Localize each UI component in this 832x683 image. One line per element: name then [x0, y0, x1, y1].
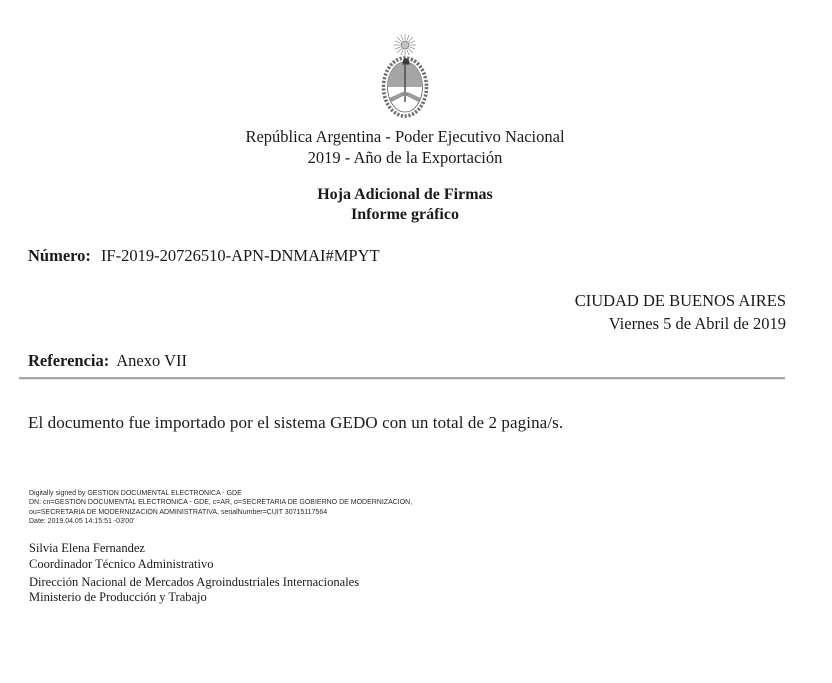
- document-title: [0, 185, 810, 225]
- place-date-block: [575, 289, 786, 335]
- reference-line: [28, 351, 187, 371]
- republic-line: República Argentina - Poder Ejecutivo Nacional: [245, 127, 565, 146]
- number-label: Número:: [28, 246, 91, 265]
- date-line: Viernes 5 de Abril de 2019: [608, 314, 786, 333]
- signer-title: Coordinador Técnico Administrativo: [29, 556, 214, 571]
- signer-name: Silvia Elena Fernandez: [29, 541, 145, 555]
- reference-value: Anexo VII: [116, 351, 187, 370]
- signature-line-3: ou=SECRETARIA DE MODERNIZACION ADMINISTRATIVA, serialNumber=CUIT 30715117564: [29, 508, 328, 516]
- signature-line-4: Date: 2019.04.05 14:15:51 -03'00': [29, 517, 135, 525]
- signer-office: Dirección Nacional de Mercados Agroindustriales Internacionales: [29, 574, 360, 589]
- sun-disc: [401, 41, 409, 49]
- title-line-2: Informe gráfico: [351, 206, 459, 223]
- argentina-coat-of-arms-icon: [380, 32, 430, 120]
- pike: [404, 65, 405, 102]
- document-header: [0, 126, 810, 168]
- title-line-1: Hoja Adicional de Firmas: [317, 186, 493, 203]
- signature-line-2: DN: cn=GESTION DOCUMENTAL ELECTRONICA - GDE, c=AR, o=SECRETARIA DE GOBIERNO DE MODERNIZACION,: [29, 499, 413, 507]
- digital-signature-block: [29, 489, 412, 526]
- signer-ministry: Ministerio de Producción y Trabajo: [29, 590, 207, 604]
- year-line: 2019 - Año de la Exportación: [307, 148, 503, 167]
- signature-line-1: Digitally signed by GESTION DOCUMENTAL ELECTRONICA - GDE: [29, 490, 242, 497]
- reference-label: Referencia:: [28, 351, 110, 370]
- divider-rule: [19, 377, 785, 380]
- body-text: El documento fue importado por el sistema GEDO con un total de 2 pagina/s.: [28, 413, 564, 432]
- clasped-hands: [402, 92, 408, 97]
- number-line: [28, 246, 380, 266]
- city-line: CIUDAD DE BUENOS AIRES: [574, 291, 786, 310]
- signer-block: [29, 541, 359, 606]
- number-value: IF-2019-20726510-APN-DNMAI#MPYT: [100, 246, 380, 265]
